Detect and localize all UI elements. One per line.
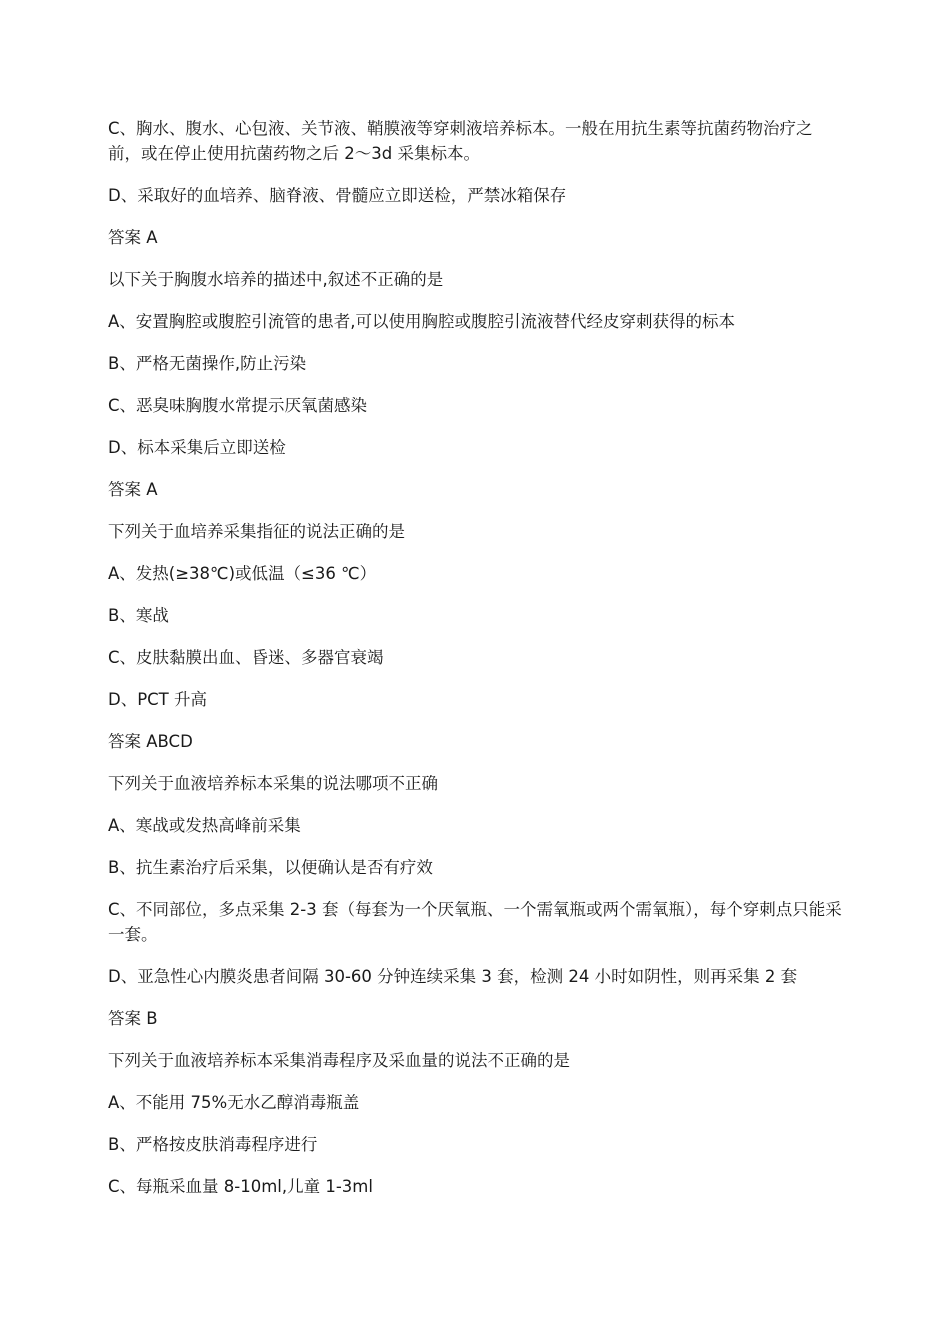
answer-text: 答案 A bbox=[108, 228, 158, 247]
option-a-text: A、安置胸腔或腹腔引流管的患者,可以使用胸腔或腹腔引流液替代经皮穿刺获得的标本 bbox=[108, 312, 736, 331]
option-d-text: D、PCT 升高 bbox=[108, 690, 207, 709]
option-d-text: D、亚急性心内膜炎患者间隔 30-60 分钟连续采集 3 套，检测 24 小时如阴性，则再采集 2 套 bbox=[108, 967, 798, 986]
option-c-text: C、每瓶采血量 8-10ml,儿童 1-3ml bbox=[108, 1177, 373, 1196]
option-b-text: B、抗生素治疗后采集，以便确认是否有疗效 bbox=[108, 858, 433, 877]
question-text: 下列关于血培养采集指征的说法正确的是 bbox=[108, 522, 405, 541]
option-c-text: C、皮肤黏膜出血、昏迷、多器官衰竭 bbox=[108, 648, 384, 667]
question-text: 下列关于血液培养标本采集的说法哪项不正确 bbox=[108, 774, 438, 793]
option-c-text: C、不同部位，多点采集 2-3 套（每套为一个厌氧瓶、一个需氧瓶或两个需氧瓶），每个穿刺点只能采一套。 bbox=[108, 900, 842, 944]
option-a-text: A、寒战或发热高峰前采集 bbox=[108, 816, 301, 835]
option-d-text: D、采取好的血培养、脑脊液、骨髓应立即送检，严禁冰箱保存 bbox=[108, 186, 567, 205]
answer-text: 答案 B bbox=[108, 1009, 158, 1028]
option-a-text: A、发热(≥38℃)或低温（≤36 ℃） bbox=[108, 564, 377, 583]
option-a-text: A、不能用 75%无水乙醇消毒瓶盖 bbox=[108, 1093, 360, 1112]
document-page bbox=[108, 116, 843, 1199]
option-c-text: C、胸水、腹水、心包液、关节液、鞘膜液等穿刺液培养标本。一般在用抗生素等抗菌药物治疗之前，或在停止使用抗菌药物之后 2～3d 采集标本。 bbox=[108, 119, 813, 163]
answer-text: 答案 A bbox=[108, 480, 158, 499]
option-c-text: C、恶臭味胸腹水常提示厌氧菌感染 bbox=[108, 396, 368, 415]
option-d-text: D、标本采集后立即送检 bbox=[108, 438, 286, 457]
answer-text: 答案 ABCD bbox=[108, 732, 193, 751]
option-b-text: B、严格无菌操作,防止污染 bbox=[108, 354, 307, 373]
option-b-text: B、严格按皮肤消毒程序进行 bbox=[108, 1135, 318, 1154]
option-b-text: B、寒战 bbox=[108, 606, 169, 625]
question-text: 以下关于胸腹水培养的描述中,叙述不正确的是 bbox=[108, 270, 444, 289]
question-text: 下列关于血液培养标本采集消毒程序及采血量的说法不正确的是 bbox=[108, 1051, 570, 1070]
